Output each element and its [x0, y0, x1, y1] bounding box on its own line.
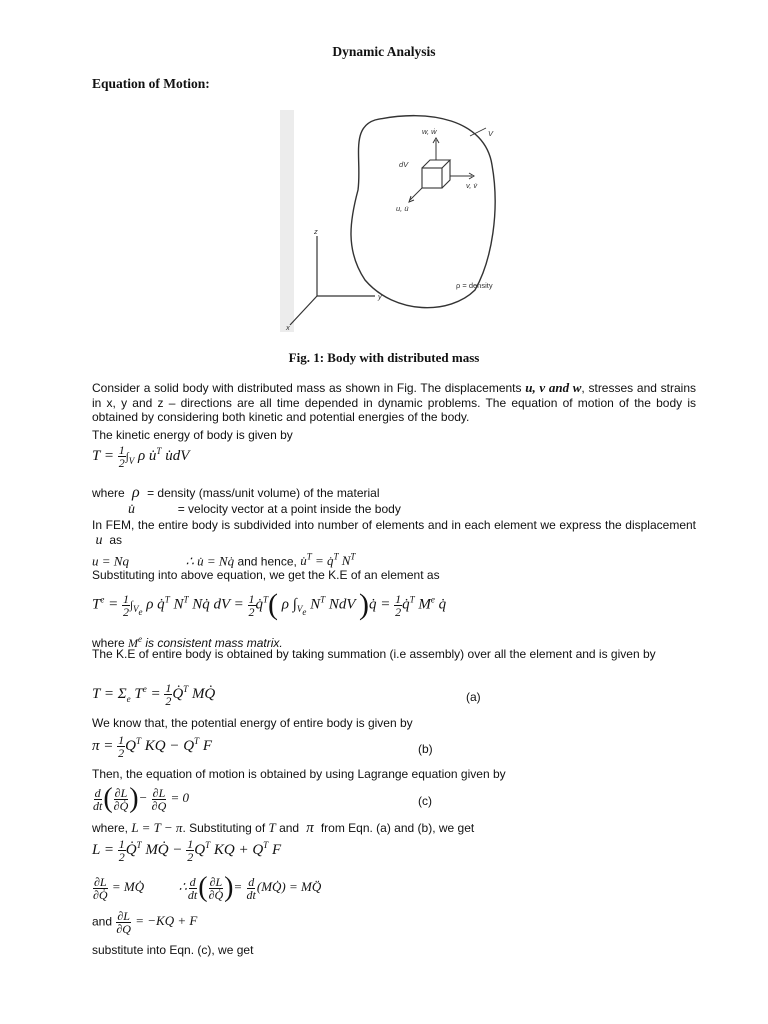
- body-figure: [280, 110, 510, 332]
- density-label: ρ = density: [456, 281, 493, 290]
- intro-text-2: , stresses and strains in x, y and z – directions are all time depended in dynamic problems. The equation of motion of the body is obtained by considering both kinetic and potential energies of the body.: [92, 381, 697, 424]
- equation-ke: T = $\frac{1}{2}$ $\int_V$ ρ u̇$^T$ u̇dV: [92, 443, 190, 470]
- equation-lagrange: $\frac{d}{dt}$ ( $\frac{\partial L}{\partial Q̇}$ )− $\frac{\partial L}{\partial Q}$ = 0: [93, 783, 190, 814]
- equation-pe: π = $\frac{1}{2}$ $Q^T$ KQ − $Q^T$ F: [92, 733, 212, 760]
- where-word: where: [92, 486, 125, 500]
- volume-label: V: [488, 129, 494, 138]
- as-word: as: [109, 532, 123, 547]
- body-diagram: [280, 110, 510, 332]
- fem-paragraph: In FEM, the entire body is subdivided into number of elements and in each element we express the displacement u as: [92, 518, 696, 548]
- final-text: substitute into Eqn. (c), we get: [92, 943, 254, 957]
- u-label: u, u̇: [396, 204, 409, 213]
- v-label: v, v̇: [466, 181, 478, 190]
- where2-and: and: [279, 821, 300, 835]
- assembly-paragraph: The K.E of entire body is obtained by taking summation (i.e assembly) over all the element and is given by: [92, 647, 656, 661]
- and-hence: and hence,: [237, 554, 297, 569]
- where2-suffix: from Eqn. (a) and (b), we get: [320, 821, 475, 835]
- intro-paragraph: [92, 381, 696, 425]
- rho-description: = density (mass/unit volume) of the material: [147, 486, 380, 500]
- where-me-prefix: where: [92, 636, 125, 650]
- fem-text: In FEM, the entire body is subdivided into number of elements and in each element we express the displacement: [92, 518, 696, 532]
- eq-label-c: (c): [418, 794, 432, 808]
- uvw-symbols: u, v and w: [525, 380, 582, 395]
- dv-label: dV: [399, 160, 409, 169]
- section-heading: Equation of Motion:: [92, 76, 210, 91]
- and-word: and: [92, 914, 113, 929]
- where-me-suffix: is consistent mass matrix.: [145, 636, 283, 650]
- z-axis-label: z: [314, 227, 318, 236]
- w-label: w, ẇ: [422, 127, 437, 136]
- page-title: Dynamic Analysis: [332, 44, 436, 59]
- equation-partial-q: and $\frac{\partial L}{\partial Q}$ = −KQ + F: [92, 909, 198, 936]
- substitution-text: Substituting into above equation, we get the K.E of an element as: [92, 568, 440, 582]
- ke-intro: The kinetic energy of body is given by: [92, 428, 293, 442]
- where2-prefix: where,: [92, 821, 129, 835]
- lagrangian-definition: where, L = T − π. Substituting of T and π from Eqn. (a) and (b), we get: [92, 820, 475, 836]
- figure-caption: Fig. 1: Body with distributed mass: [288, 350, 480, 365]
- equation-lagrangian: L = $\frac{1}{2}$ Q̇$^T$ MQ̇ − $\frac{1}{2}$ $Q^T$ KQ + $Q^T$ F: [92, 837, 282, 864]
- equation-partial-qdot: $\frac{\partial L}{\partial Q̇}$ = MQ̇ ∴ $\frac{d}{dt}$ ( $\frac{\partial L}{\partial Q̇}$ )= $\frac{d}{dt}$ (MQ̇) = MQ̈: [93, 872, 322, 903]
- intro-text-1: Consider a solid body with distributed mass as shown in Fig. The displacements: [92, 381, 522, 395]
- displacement-line: u = Nq ∴ u̇ = Nq̇ and hence, u̇$^T$ = q̇$^T$ $N^T$: [92, 552, 356, 569]
- udot-line: u̇ = velocity vector at a point inside the body: [128, 502, 401, 517]
- pe-text: We know that, the potential energy of entire body is given by: [92, 716, 413, 730]
- equation-element-ke: $T^e$ = $\frac{1}{2}$ $\int_{V_e}$ ρ q̇$^T$ $N^T$ Nq̇ dV = $\frac{1}{2}$ q̇$^T$( ρ $\int_{V_e}$ $N^T$ NdV )q̇ = $\frac{1}{2}$ q̇$^T$ Me q̇: [92, 588, 447, 621]
- eq-label-a: (a): [466, 690, 481, 704]
- where2-mid: . Substituting of: [182, 821, 266, 835]
- x-axis-label: x: [286, 323, 290, 332]
- lagrange-text: Then, the equation of motion is obtained by using Lagrange equation given by: [92, 767, 506, 781]
- udot-description: = velocity vector at a point inside the body: [177, 502, 401, 516]
- eq-label-b: (b): [418, 742, 433, 756]
- equation-total-ke: $T = \Sigma_e$ $T^e$ = $\frac{1}{2}$ Q̇$^T$ MQ̇: [92, 681, 216, 708]
- mass-matrix-line: where Me is consistent mass matrix.: [92, 634, 283, 650]
- where-rho-line: where ρ = density (mass/unit volume) of the material: [92, 484, 380, 501]
- y-axis-label: y: [378, 292, 382, 301]
